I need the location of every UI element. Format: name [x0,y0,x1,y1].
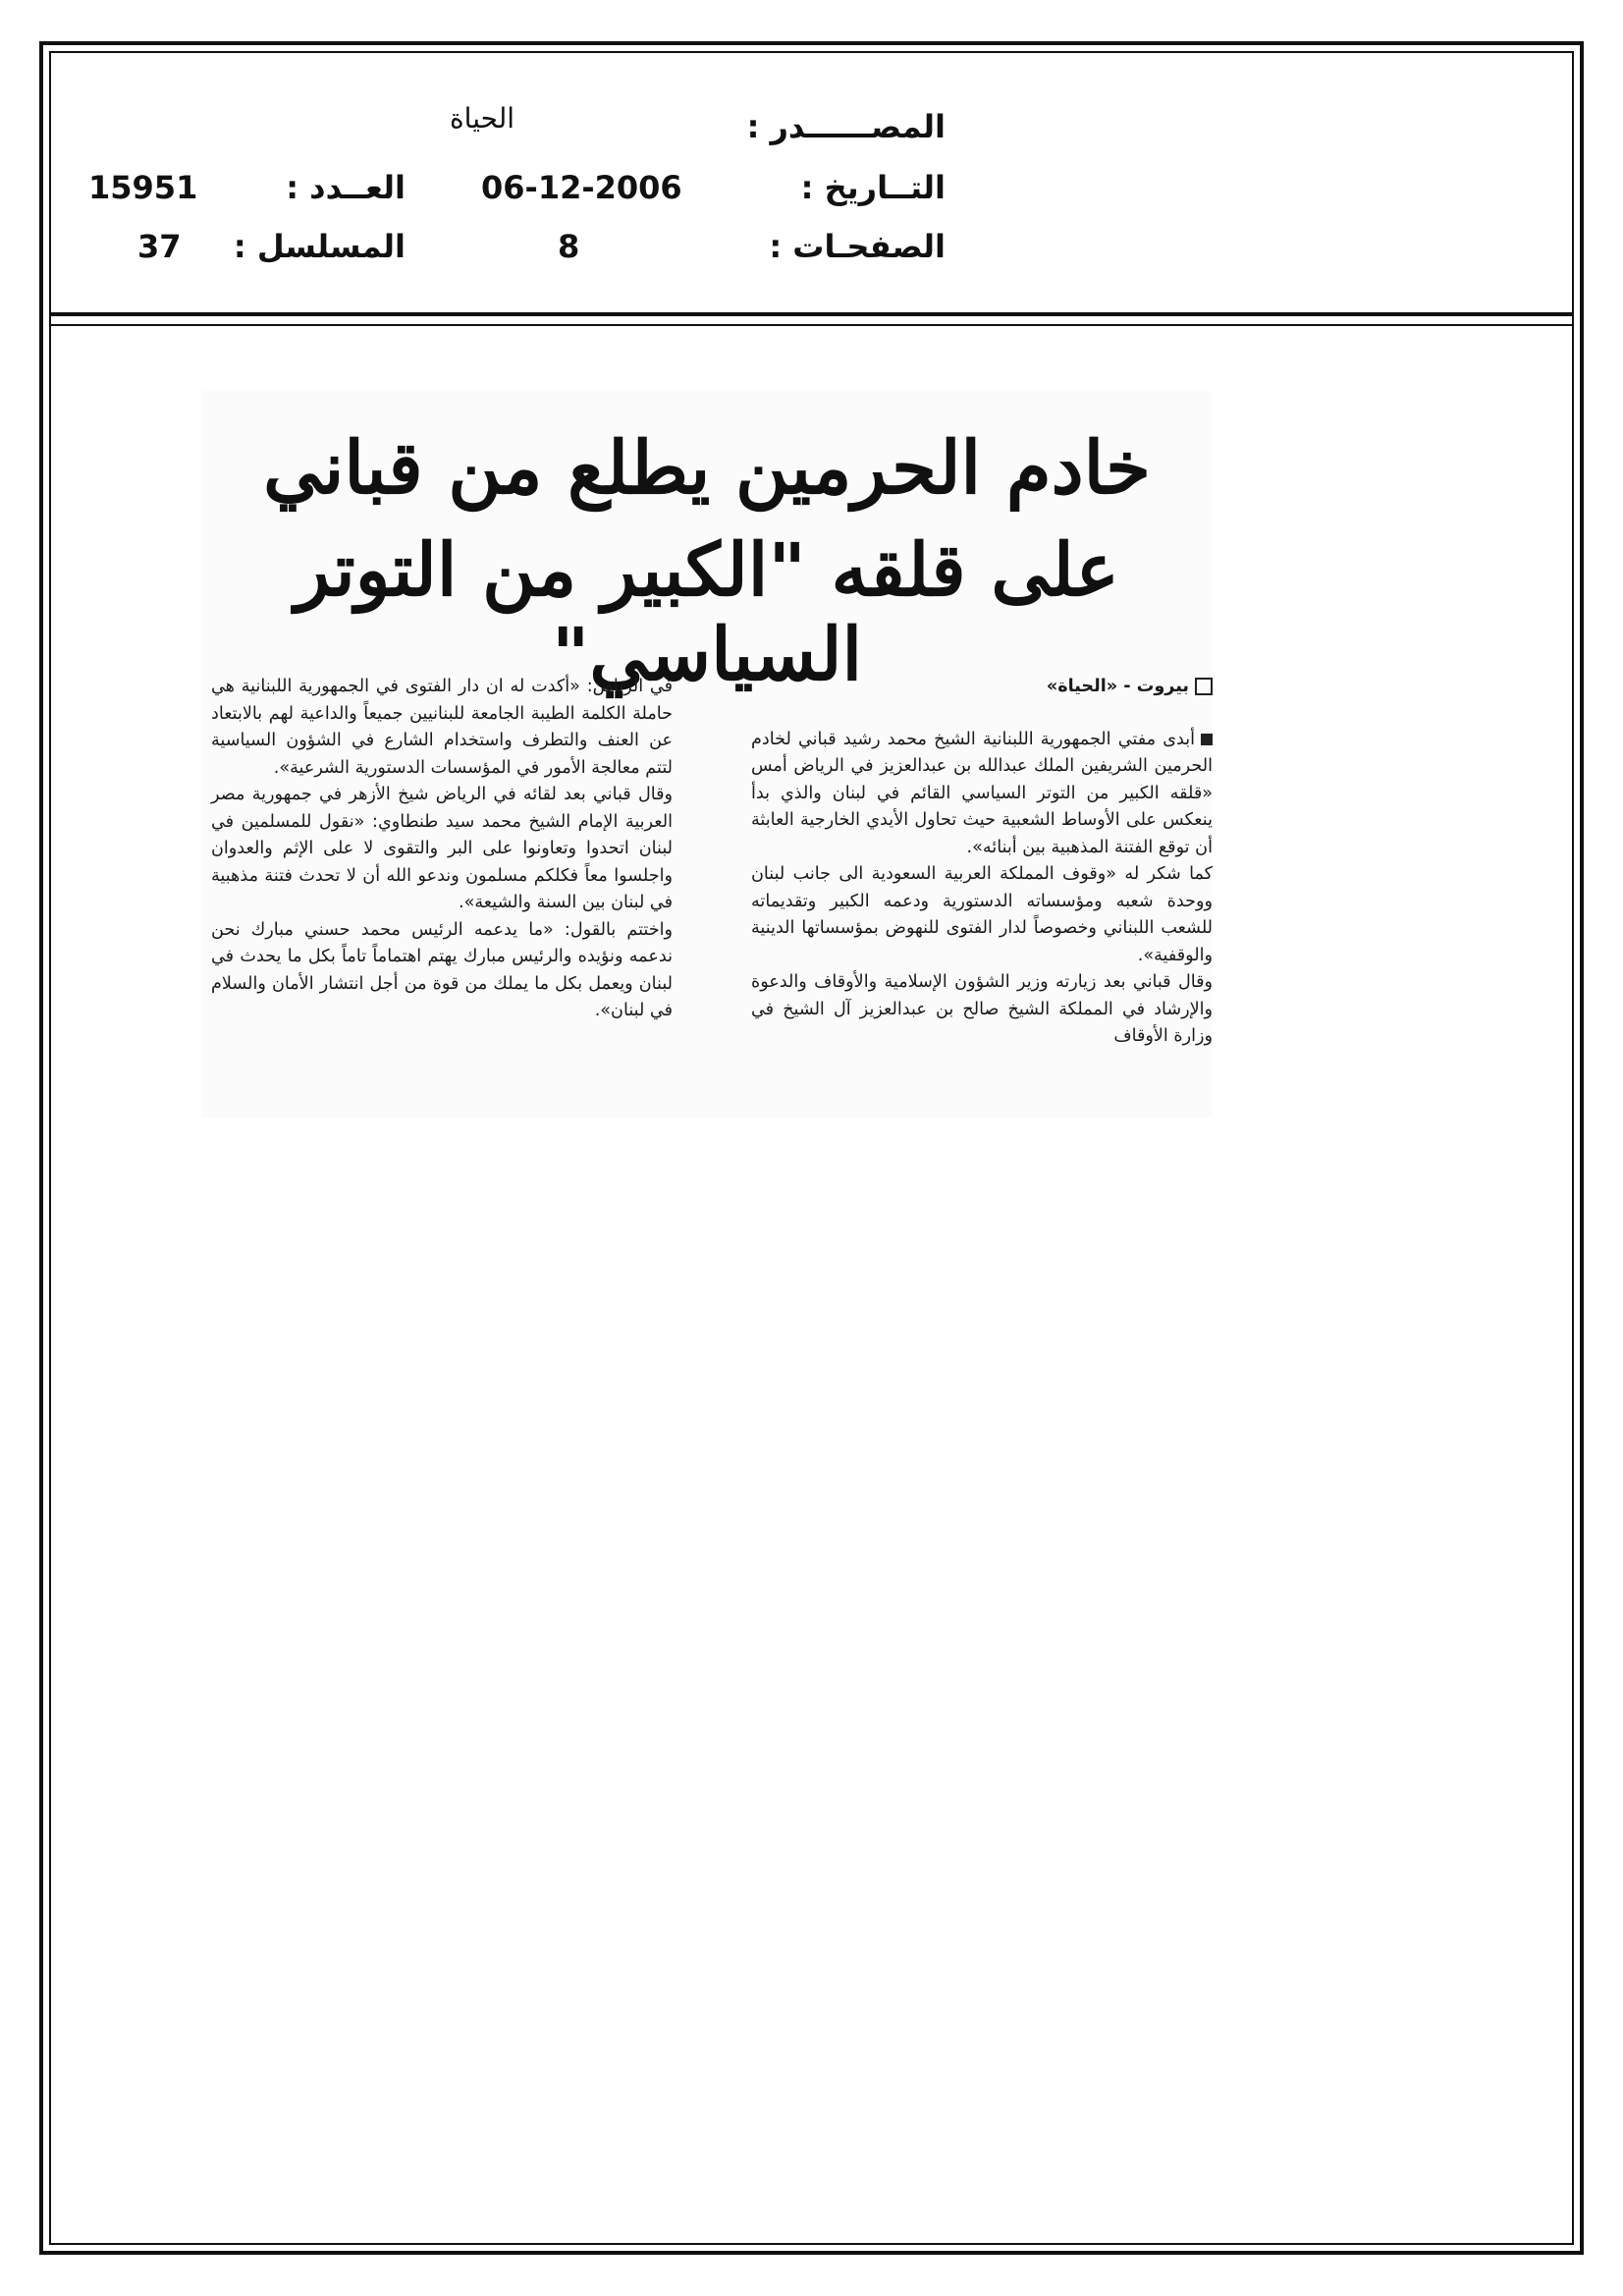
article-column-left [211,674,673,1025]
paragraph-marker-icon [1201,734,1213,745]
newspaper-clipping [201,391,1213,1118]
pages-label: الصفحـات : [769,228,946,265]
source-label: المصــــــدر : [746,108,946,145]
paragraph-right-1: أبدى مفتي الجمهورية اللبنانية الشيخ محمد رشيد قباني لخادم الحرمين الشريفين الملك عبدالله بن عبدالعزيز في الرياض أمس «قلقه الكبير من التوتر السياسي القائم في لبنان والذي بدأ ينعكس على الأوساط الشعبية حيث تحاول الأيدي الخارجية العابثة أن توقع الفتنة المذهبية بين أبنائه». [751,729,1213,857]
source-value: الحياة [450,102,515,135]
issue-label: العــدد : [286,169,406,206]
issue-value: 15951 [88,169,198,206]
headline-line-2: على قلقه "الكبير من التوتر السياسي" [295,528,1119,697]
paragraph-left-1: في الرياض: «أكدت له ان دار الفتوى في الجمهورية اللبنانية هي حاملة الكلمة الطيبة الجامعة للبنانيين جميعاً والداعية لهم بالابتعاد عن العنف والتطرف واستخدام الشارع في الشؤون السياسية لتتم معالجة الأمور في المؤسسات الدستورية الشرعية». [211,677,673,778]
paragraph-right-2: كما شكر له «وقوف المملكة العربية السعودية الى جانب لبنان ووحدة شعبه ومؤسساته الدستورية ودعمه الكبير وتقديماته للشعب اللبناني وخصوصاً لدار الفتوى للنهوض بمؤسساتها الدينية والوقفية». [751,864,1213,965]
serial-value: 37 [137,228,182,265]
byline [751,674,1213,701]
article-column-right [751,674,1213,1051]
serial-label: المسلسل : [233,228,406,265]
header-divider-thin [49,324,1574,326]
date-value: 06-12-2006 [481,169,682,206]
byline-box-icon [1195,678,1213,695]
paragraph-right-3: وقال قباني بعد زيارته وزير الشؤون الإسلامية والأوقاف والدعوة والإرشاد في المملكة الشيخ صالح بن عبدالعزيز آل الشيخ في وزارة الأوقاف [751,972,1213,1046]
header-divider-thick [49,312,1574,316]
date-label: التــاريخ : [800,169,946,206]
byline-text: بيروت - «الحياة» [1046,677,1189,696]
paragraph-left-2: وقال قباني بعد لقائه في الرياض شيخ الأزهر في جمهورية مصر العربية الإمام الشيخ محمد سيد طنطاوي: «نقول للمسلمين في لبنان اتحدوا وتعاونوا على البر والتقوى لا على الإثم والعدوان واجلسوا معاً فكلكم مسلمون وندعو الله أن لا تحدث فتنة مذهبية في لبنان بين السنة والشيعة». [211,785,673,912]
headline-line-1: خادم الحرمين يطلع من قباني [263,426,1151,511]
pages-value: 8 [558,228,580,265]
paragraph-left-3: واختتم بالقول: «ما يدعمه الرئيس محمد حسني مبارك نحن ندعمه ونؤيده والرئيس مبارك يهتم اهتماماً تاماً بكل ما يحدث في لبنان ويعمل بكل ما يملك من قوة من أجل انتشار الأمان والسلام في لبنان». [211,919,673,1020]
page-inner-border [49,51,1574,2245]
